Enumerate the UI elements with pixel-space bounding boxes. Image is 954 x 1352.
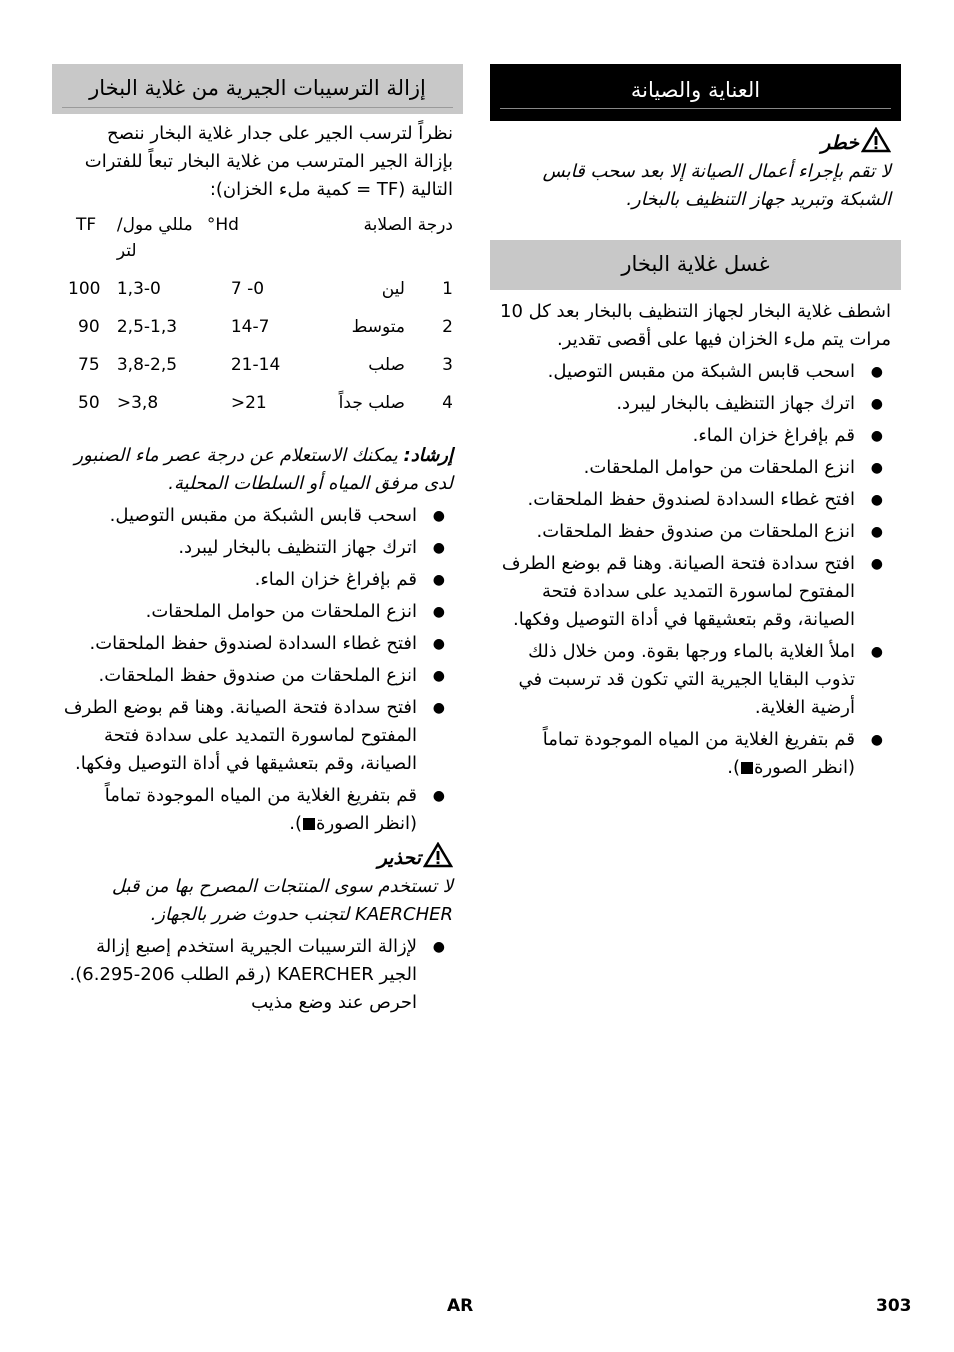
list-item: ● افتح غطاء السدادة لصندوق حفظ الملحقات. <box>527 489 883 510</box>
list-item: ● انزع الملحقات من حوامل الملحقات. <box>583 457 883 478</box>
caution-text: لا تستخدم سوى المنتجات المصرح بها من قبل KAERCHER لتجنب حدوث ضرر بالجهاز. <box>111 876 453 925</box>
table-row: 1 لين 0- 7 1,3-0 100 <box>68 279 453 299</box>
heading-rule <box>500 108 891 109</box>
list-item: ● اسحب قابس الشبكة من مقبس التوصيل. <box>109 505 445 526</box>
list-item: ● اترك جهاز التنظيف بالبخار ليبرد. <box>178 537 445 558</box>
list-item: ● انزع الملحقات من حوامل الملحقات. <box>145 601 445 622</box>
list-item: ● افتح غطاء السدادة لصندوق حفظ الملحقات. <box>89 633 445 654</box>
right-column <box>490 64 901 786</box>
rinse-steps-list <box>490 358 901 782</box>
list-item: ● قم بتفريغ الغلاية من المياه الموجودة تماماً (انظر الصورة). <box>104 785 445 834</box>
caution-title: تحذير <box>52 842 463 873</box>
footer-language: AR <box>447 1296 474 1316</box>
table-header: TF <box>76 215 97 235</box>
list-item: ● قم بإفراغ خزان الماء. <box>254 569 445 590</box>
list-item: ● املأ الغلاية بالماء ورجها بقوة. ومن خلال ذلك تذوب البقايا الجيرية التي تكون قد ترسبت في أرضية الغلاية. <box>518 641 883 718</box>
page-number: 303 <box>876 1296 912 1316</box>
danger-text: لا تقم بإجراء أعمال الصيانة إلا بعد سحب قابس الشبكة وتبريد جهاز التنظيف بالبخار. <box>542 161 891 210</box>
list-item: ● اسحب قابس الشبكة من مقبس التوصيل. <box>547 361 883 382</box>
list-item: ● افتح سدادة فتحة الصيانة. وهنا قم بوضع الطرف المفتوح لماسورة التمديد على سدادة فتحة الصيانة، وقم بتعشيقها في أداة التوصيل وفكها. <box>501 553 883 630</box>
table-row: 3 صلب 21-14 3,8-2,5 75 <box>78 355 453 375</box>
table-row: 4 صلب جداً 21< 3,8< 50 <box>78 393 453 413</box>
table-row: 2 متوسط 14-7 2,5-1,3 90 <box>78 317 453 337</box>
list-item: ● قم بتفريغ الغلاية من المياه الموجودة تماماً (انظر الصورة). <box>542 729 883 778</box>
warning-triangle-icon <box>423 842 453 868</box>
care-heading: العناية والصيانة <box>490 64 901 118</box>
list-item: ● افتح سدادة فتحة الصيانة. وهنا قم بوضع الطرف المفتوح لماسورة التمديد على سدادة فتحة الصيانة، وقم بتعشيقها في أداة التوصيل وفكها. <box>63 697 445 774</box>
list-item: ● قم بإفراغ خزان الماء. <box>692 425 883 446</box>
heading-rule <box>62 107 453 108</box>
table-header: Hd° <box>206 215 239 235</box>
hint-note: إرشاد: يمكنك الاستعلام عن درجة عصر ماء الصنبور لدى مرفق المياه أو السلطات المحلية. <box>74 445 453 494</box>
descale-intro: نظراً لترسب الجير على جدار غلاية البخار ننصح بإزالة الجير المترسب من غلاية البخار تبعاً للفترات التالية (TF = كمية ملء الخزان): <box>84 123 453 200</box>
table-header-row <box>52 208 463 270</box>
table-header: درجة الصلابة <box>363 215 453 235</box>
rinse-intro: اشطف غلاية البخار لجهاز التنظيف بالبخار بعد كل 10 مرات يتم ملء الخزان فيها على أقصى تقدير. <box>500 301 891 350</box>
hardness-table <box>52 208 463 422</box>
hint-label: إرشاد: <box>403 445 453 466</box>
list-item: ● لإزالة الترسيبات الجيرية استخدم إصبع إزالة الجير KAERCHER (رقم الطلب 206-6.295). احرص عند وضع مذيب <box>69 936 445 1013</box>
rinse-heading: غسل غلاية البخار <box>490 240 901 290</box>
danger-title: خطر <box>490 127 901 158</box>
descale-heading: إزالة الترسيبات الجيرية من غلاية البخار <box>52 64 463 114</box>
table-header: مللي مول/ لتر <box>116 215 193 261</box>
descaler-list <box>52 933 463 1017</box>
descale-steps-list <box>52 502 463 838</box>
list-item: ● انزع الملحقات من صندوق حفظ الملحقات. <box>98 665 445 686</box>
warning-triangle-icon <box>861 127 891 153</box>
left-column <box>52 64 463 1021</box>
list-item: ● انزع الملحقات من صندوق حفظ الملحقات. <box>536 521 883 542</box>
figure-reference-icon <box>303 818 315 830</box>
list-item: ● اترك جهاز التنظيف بالبخار ليبرد. <box>616 393 883 414</box>
figure-reference-icon <box>741 762 753 774</box>
